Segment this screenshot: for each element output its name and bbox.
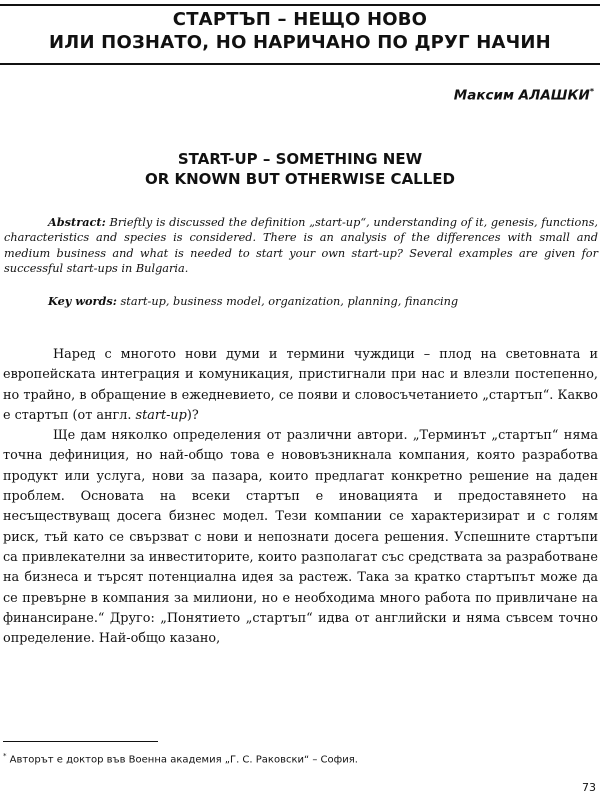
footnote	[3, 750, 358, 766]
title-rule	[0, 63, 600, 65]
bulgarian-title-line-2: ИЛИ ПОЗНАТО, НО НАРИЧАНО ПО ДРУГ НАЧИН	[49, 32, 551, 53]
paragraph-1-end: )?	[186, 407, 199, 423]
english-title-line-1: START-UP – SOMETHING NEW	[177, 150, 423, 168]
abstract-text: Brieftly is discussed the definition „start-up“, understanding of it, genesis, functions, characteristics and species is considered. There is an analysis of the differences with small and medium business and what is needed to start your own start-up? Several examples are given for successful start-ups in Bulgaria.	[4, 216, 598, 276]
keywords-text: start-up, business model, organization, planning, financing	[120, 295, 459, 308]
english-title-line-2: OR KNOWN BUT OTHERWISE CALLED	[144, 170, 455, 188]
keywords	[4, 294, 598, 309]
bulgarian-title	[0, 8, 600, 54]
body-text	[3, 345, 598, 649]
paragraph-1-text: Наред с многото нови думи и термини чуждици – плод на световната и европейската интеграция и комуникация, пристигнали при нас и влезли постепенно, но трайно, в обращение в ежедневието, се появи и словосъчетанието „стартъп“. Какво е стартъп (от англ.	[3, 347, 598, 423]
footnote-text: Авторът е доктор във Военна академия „Г. С. Раковски“ – София.	[6, 754, 358, 766]
english-title	[0, 149, 600, 189]
bulgarian-title-line-1: СТАРТЪП – НЕЩО НОВО	[172, 9, 428, 30]
top-rule	[0, 4, 600, 6]
paragraph-1	[3, 345, 598, 426]
paragraph-1-term: start-up	[135, 407, 187, 423]
author-name-text: Максим АЛАШКИ	[453, 87, 590, 104]
author-footnote-mark: *	[589, 87, 594, 96]
footnote-rule	[3, 741, 158, 742]
footnote-mark: *	[3, 752, 7, 760]
keywords-label: Key words:	[48, 294, 117, 308]
abstract	[4, 215, 598, 277]
abstract-label: Abstract:	[48, 215, 106, 229]
author-name	[454, 83, 594, 105]
page-number: 73	[582, 781, 596, 794]
paragraph-2: Ще дам няколко определения от различни автори. „Терминът „стартъп“ няма точна дефиниция, но най-общо това е нововъзникнала компания, която разработва продукт или услуга, нови за пазара, които предлагат конкретно решение на даден проблем. Основата на всеки стартъп е иновацията и предоставянето на несъществуващ досега бизнес модел. Тези компании се характеризират и с голям риск, тъй като се свързват с нови и непознати досега решения. Успешните стартъпи са привлекателни за инвеститорите, които разполагат със средствата за разработване на бизнеса и търсят потенциална идея за растеж. Така за кратко стартъпът може да се превърне в компания за милиони, но е необходима много работа по привличане на финансиране.“ Друго: „Понятието „стартъп“ идва от английски и няма съвсем точно определение. Най-общо казано,	[3, 428, 598, 647]
